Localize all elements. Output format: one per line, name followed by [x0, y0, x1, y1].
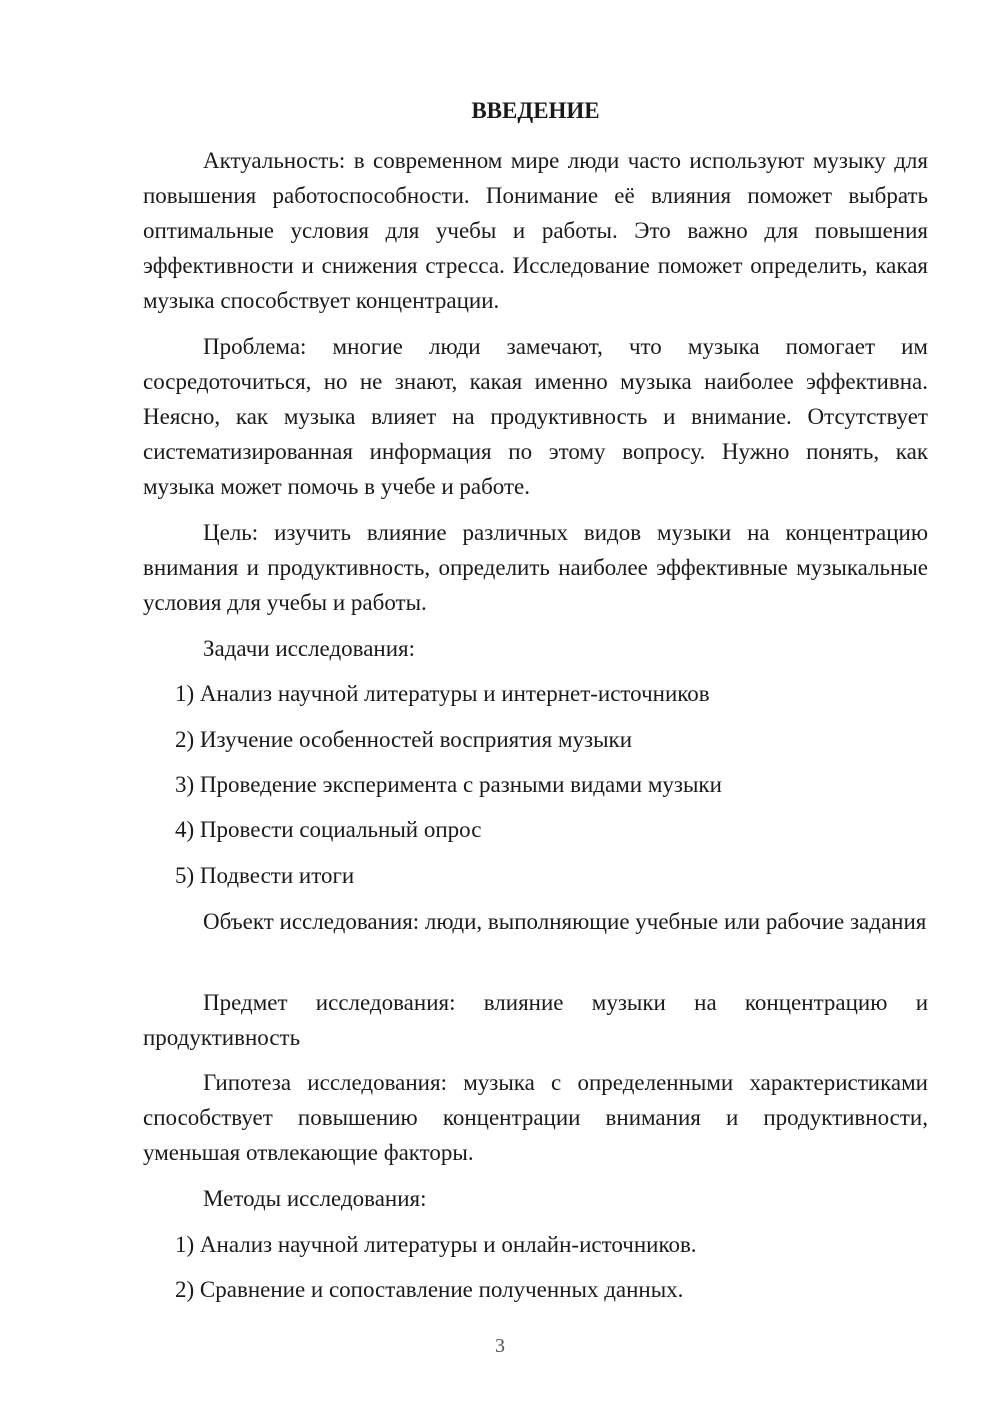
section-title: ВВЕДЕНИЕ [471, 98, 600, 123]
paragraph-goal: Цель: изучить влияние различных видов музыки на концентрацию внимания и продуктивность, определить наиболее эффективные музыкальные условия для учебы и работы. [143, 520, 928, 615]
paragraph-object: Объект исследования: люди, выполняющие учебные или рабочие задания [203, 909, 927, 934]
list-item-method-2: 2) Сравнение и сопоставление полученных данных. [175, 1277, 684, 1302]
tasks-heading: Задачи исследования: [203, 636, 416, 661]
list-item-task-3: 3) Проведение эксперимента с разными видами музыки [175, 772, 722, 797]
list-item-task-5: 5) Подвести итоги [175, 863, 355, 888]
methods-heading: Методы исследования: [203, 1186, 427, 1211]
list-item-task-2: 2) Изучение особенностей восприятия музыки [175, 727, 633, 752]
paragraph-subject: Предмет исследования: влияние музыки на концентрацию и продуктивность [143, 990, 928, 1050]
list-item-task-4: 4) Провести социальный опрос [175, 817, 482, 842]
page-number: 3 [495, 1335, 505, 1357]
paragraph-hypothesis: Гипотеза исследования: музыка с определенными характеристиками способствует повышению концентрации внимания и продуктивности, уменьшая отвлекающие факторы. [143, 1070, 928, 1165]
paragraph-relevance: Актуальность: в современном мире люди часто используют музыку для повышения работоспособности. Понимание её влияния поможет выбрать оптимальные условия для учебы и работы. Это важно для повышения эффективности и снижения стресса. Исследование поможет определить, какая музыка способствует концентрации. [143, 148, 928, 313]
paragraph-problem: Проблема: многие люди замечают, что музыка помогает им сосредоточиться, но не знают, какая именно музыка наиболее эффективна. Неясно, как музыка влияет на продуктивность и внимание. Отсутствует систематизированная информация по этому вопросу. Нужно понять, как музыка может помочь в учебе и работе. [143, 334, 928, 499]
list-item-method-1: 1) Анализ научной литературы и онлайн-источников. [175, 1232, 697, 1257]
list-item-task-1: 1) Анализ научной литературы и интернет-источников [175, 681, 710, 706]
